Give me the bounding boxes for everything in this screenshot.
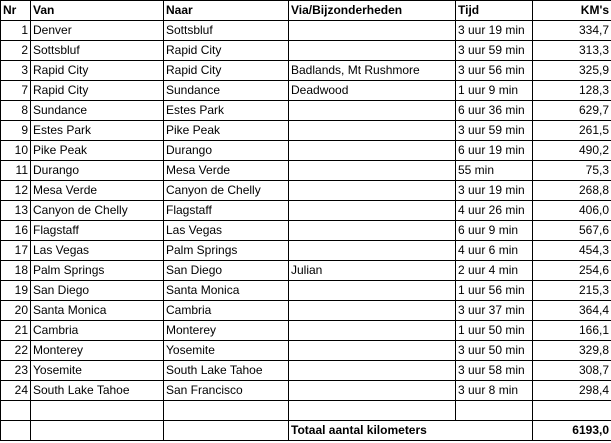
empty-cell[interactable] xyxy=(533,401,611,421)
cell-tijd[interactable]: 1 uur 50 min xyxy=(456,321,533,341)
cell-via[interactable] xyxy=(289,161,456,181)
cell-van[interactable]: Palm Springs xyxy=(31,261,164,281)
cell-via[interactable] xyxy=(289,241,456,261)
cell-naar[interactable]: Rapid City xyxy=(164,61,289,81)
cell-tijd[interactable]: 1 uur 56 min xyxy=(456,281,533,301)
cell-van[interactable]: Sottsbluf xyxy=(31,41,164,61)
empty-cell[interactable] xyxy=(456,401,533,421)
cell-naar[interactable]: Estes Park xyxy=(164,101,289,121)
cell-van[interactable]: Flagstaff xyxy=(31,221,164,241)
cell-km[interactable]: 454,3 xyxy=(533,241,611,261)
cell-via[interactable] xyxy=(289,41,456,61)
cell-via[interactable]: Julian xyxy=(289,261,456,281)
cell-tijd[interactable]: 6 uur 36 min xyxy=(456,101,533,121)
cell-van[interactable]: Durango xyxy=(31,161,164,181)
cell-km[interactable]: 166,1 xyxy=(533,321,611,341)
cell-km[interactable]: 215,3 xyxy=(533,281,611,301)
table-row xyxy=(1,201,611,221)
header-km[interactable]: KM's xyxy=(533,1,611,21)
cell-van[interactable]: Monterey xyxy=(31,341,164,361)
table-row xyxy=(1,301,611,321)
cell-van[interactable]: Denver xyxy=(31,21,164,41)
cell-km[interactable]: 325,9 xyxy=(533,61,611,81)
cell-tijd[interactable]: 3 uur 50 min xyxy=(456,341,533,361)
cell-nr[interactable]: 2 xyxy=(1,41,31,61)
empty-cell[interactable] xyxy=(31,401,164,421)
cell-nr[interactable]: 8 xyxy=(1,101,31,121)
cell-naar[interactable]: Sundance xyxy=(164,81,289,101)
header-row xyxy=(1,1,611,21)
header-via[interactable]: Via/Bijzonderheden xyxy=(289,1,456,21)
cell-naar[interactable]: South Lake Tahoe xyxy=(164,361,289,381)
cell-via[interactable] xyxy=(289,201,456,221)
cell-tijd[interactable]: 1 uur 9 min xyxy=(456,81,533,101)
cell-van[interactable]: Cambria xyxy=(31,321,164,341)
total-row xyxy=(1,421,611,441)
cell-km[interactable]: 629,7 xyxy=(533,101,611,121)
cell-nr[interactable]: 16 xyxy=(1,221,31,241)
cell-tijd[interactable]: 3 uur 37 min xyxy=(456,301,533,321)
empty-cell[interactable] xyxy=(164,401,289,421)
cell-naar[interactable]: Durango xyxy=(164,141,289,161)
cell-naar[interactable]: Canyon de Chelly xyxy=(164,181,289,201)
table-row xyxy=(1,321,611,341)
cell-tijd[interactable]: 3 uur 19 min xyxy=(456,21,533,41)
table-row xyxy=(1,141,611,161)
table-row xyxy=(1,281,611,301)
table-row xyxy=(1,241,611,261)
cell-via[interactable] xyxy=(289,341,456,361)
cell-tijd[interactable]: 2 uur 4 min xyxy=(456,261,533,281)
cell-van[interactable]: Santa Monica xyxy=(31,301,164,321)
cell-via[interactable] xyxy=(289,181,456,201)
cell-km[interactable]: 406,0 xyxy=(533,201,611,221)
cell-naar[interactable]: San Francisco xyxy=(164,381,289,401)
cell-nr[interactable]: 9 xyxy=(1,121,31,141)
cell-naar[interactable]: San Diego xyxy=(164,261,289,281)
cell-naar[interactable]: Mesa Verde xyxy=(164,161,289,181)
cell-tijd[interactable]: 6 uur 9 min xyxy=(456,221,533,241)
cell-km[interactable]: 308,7 xyxy=(533,361,611,381)
empty-row xyxy=(1,401,611,421)
cell-nr[interactable]: 24 xyxy=(1,381,31,401)
cell-nr[interactable]: 11 xyxy=(1,161,31,181)
empty-cell[interactable] xyxy=(1,401,31,421)
cell-naar[interactable]: Yosemite xyxy=(164,341,289,361)
cell-van[interactable]: Yosemite xyxy=(31,361,164,381)
cell-nr[interactable]: 20 xyxy=(1,301,31,321)
header-naar[interactable]: Naar xyxy=(164,1,289,21)
empty-cell[interactable] xyxy=(1,421,31,441)
table-row xyxy=(1,361,611,381)
cell-km[interactable]: 75,3 xyxy=(533,161,611,181)
cell-nr[interactable]: 7 xyxy=(1,81,31,101)
cell-via[interactable] xyxy=(289,101,456,121)
header-tijd[interactable]: Tijd xyxy=(456,1,533,21)
cell-km[interactable]: 254,6 xyxy=(533,261,611,281)
cell-km[interactable]: 490,2 xyxy=(533,141,611,161)
cell-naar[interactable]: Las Vegas xyxy=(164,221,289,241)
cell-van[interactable]: Las Vegas xyxy=(31,241,164,261)
cell-tijd[interactable]: 3 uur 59 min xyxy=(456,121,533,141)
cell-via[interactable] xyxy=(289,121,456,141)
header-van[interactable]: Van xyxy=(31,1,164,21)
cell-van[interactable]: Pike Peak xyxy=(31,141,164,161)
cell-km[interactable]: 567,6 xyxy=(533,221,611,241)
cell-tijd[interactable]: 4 uur 6 min xyxy=(456,241,533,261)
cell-naar[interactable]: Santa Monica xyxy=(164,281,289,301)
cell-nr[interactable]: 3 xyxy=(1,61,31,81)
cell-naar[interactable]: Sottsbluf xyxy=(164,21,289,41)
cell-nr[interactable]: 19 xyxy=(1,281,31,301)
cell-nr[interactable]: 18 xyxy=(1,261,31,281)
cell-tijd[interactable]: 3 uur 8 min xyxy=(456,381,533,401)
total-kilometers-value[interactable]: 6193,0 xyxy=(533,421,611,441)
header-nr[interactable]: Nr xyxy=(1,1,31,21)
cell-via[interactable] xyxy=(289,141,456,161)
cell-naar[interactable]: Flagstaff xyxy=(164,201,289,221)
cell-nr[interactable]: 12 xyxy=(1,181,31,201)
cell-km[interactable]: 128,3 xyxy=(533,81,611,101)
cell-via[interactable]: Badlands, Mt Rushmore xyxy=(289,61,456,81)
cell-tijd[interactable]: 3 uur 59 min xyxy=(456,41,533,61)
cell-km[interactable]: 261,5 xyxy=(533,121,611,141)
empty-cell[interactable] xyxy=(164,421,289,441)
cell-nr[interactable]: 23 xyxy=(1,361,31,381)
cell-tijd[interactable]: 3 uur 19 min xyxy=(456,181,533,201)
table-row xyxy=(1,21,611,41)
cell-nr[interactable]: 22 xyxy=(1,341,31,361)
cell-via[interactable]: Deadwood xyxy=(289,81,456,101)
cell-via[interactable] xyxy=(289,381,456,401)
cell-nr[interactable]: 10 xyxy=(1,141,31,161)
cell-via[interactable] xyxy=(289,221,456,241)
cell-van[interactable]: San Diego xyxy=(31,281,164,301)
cell-km[interactable]: 329,8 xyxy=(533,341,611,361)
cell-van[interactable]: Rapid City xyxy=(31,61,164,81)
table-row xyxy=(1,341,611,361)
table-row xyxy=(1,41,611,61)
route-table-body xyxy=(1,21,611,441)
empty-cell[interactable] xyxy=(31,421,164,441)
cell-van[interactable]: Canyon de Chelly xyxy=(31,201,164,221)
table-row xyxy=(1,221,611,241)
cell-van[interactable]: South Lake Tahoe xyxy=(31,381,164,401)
cell-km[interactable]: 268,8 xyxy=(533,181,611,201)
cell-nr[interactable]: 17 xyxy=(1,241,31,261)
cell-van[interactable]: Mesa Verde xyxy=(31,181,164,201)
table-row xyxy=(1,121,611,141)
cell-naar[interactable]: Pike Peak xyxy=(164,121,289,141)
table-row xyxy=(1,261,611,281)
cell-via[interactable] xyxy=(289,321,456,341)
cell-van[interactable]: Sundance xyxy=(31,101,164,121)
cell-km[interactable]: 298,4 xyxy=(533,381,611,401)
cell-naar[interactable]: Monterey xyxy=(164,321,289,341)
cell-van[interactable]: Rapid City xyxy=(31,81,164,101)
total-label[interactable]: Totaal aantal kilometers xyxy=(289,421,533,441)
cell-van[interactable]: Estes Park xyxy=(31,121,164,141)
cell-km[interactable]: 364,4 xyxy=(533,301,611,321)
cell-tijd[interactable]: 4 uur 26 min xyxy=(456,201,533,221)
cell-tijd[interactable]: 3 uur 56 min xyxy=(456,61,533,81)
cell-nr[interactable]: 21 xyxy=(1,321,31,341)
table-row xyxy=(1,381,611,401)
cell-via[interactable] xyxy=(289,301,456,321)
cell-km[interactable]: 313,3 xyxy=(533,41,611,61)
cell-tijd[interactable]: 6 uur 19 min xyxy=(456,141,533,161)
table-row xyxy=(1,101,611,121)
cell-nr[interactable]: 1 xyxy=(1,21,31,41)
table-row xyxy=(1,61,611,81)
cell-km[interactable]: 334,7 xyxy=(533,21,611,41)
table-row xyxy=(1,161,611,181)
table-row xyxy=(1,181,611,201)
empty-cell[interactable] xyxy=(289,401,456,421)
cell-nr[interactable]: 13 xyxy=(1,201,31,221)
cell-via[interactable] xyxy=(289,361,456,381)
cell-naar[interactable]: Rapid City xyxy=(164,41,289,61)
cell-tijd[interactable]: 55 min xyxy=(456,161,533,181)
cell-naar[interactable]: Palm Springs xyxy=(164,241,289,261)
cell-via[interactable] xyxy=(289,21,456,41)
cell-naar[interactable]: Cambria xyxy=(164,301,289,321)
table-row xyxy=(1,81,611,101)
cell-via[interactable] xyxy=(289,281,456,301)
cell-tijd[interactable]: 3 uur 58 min xyxy=(456,361,533,381)
